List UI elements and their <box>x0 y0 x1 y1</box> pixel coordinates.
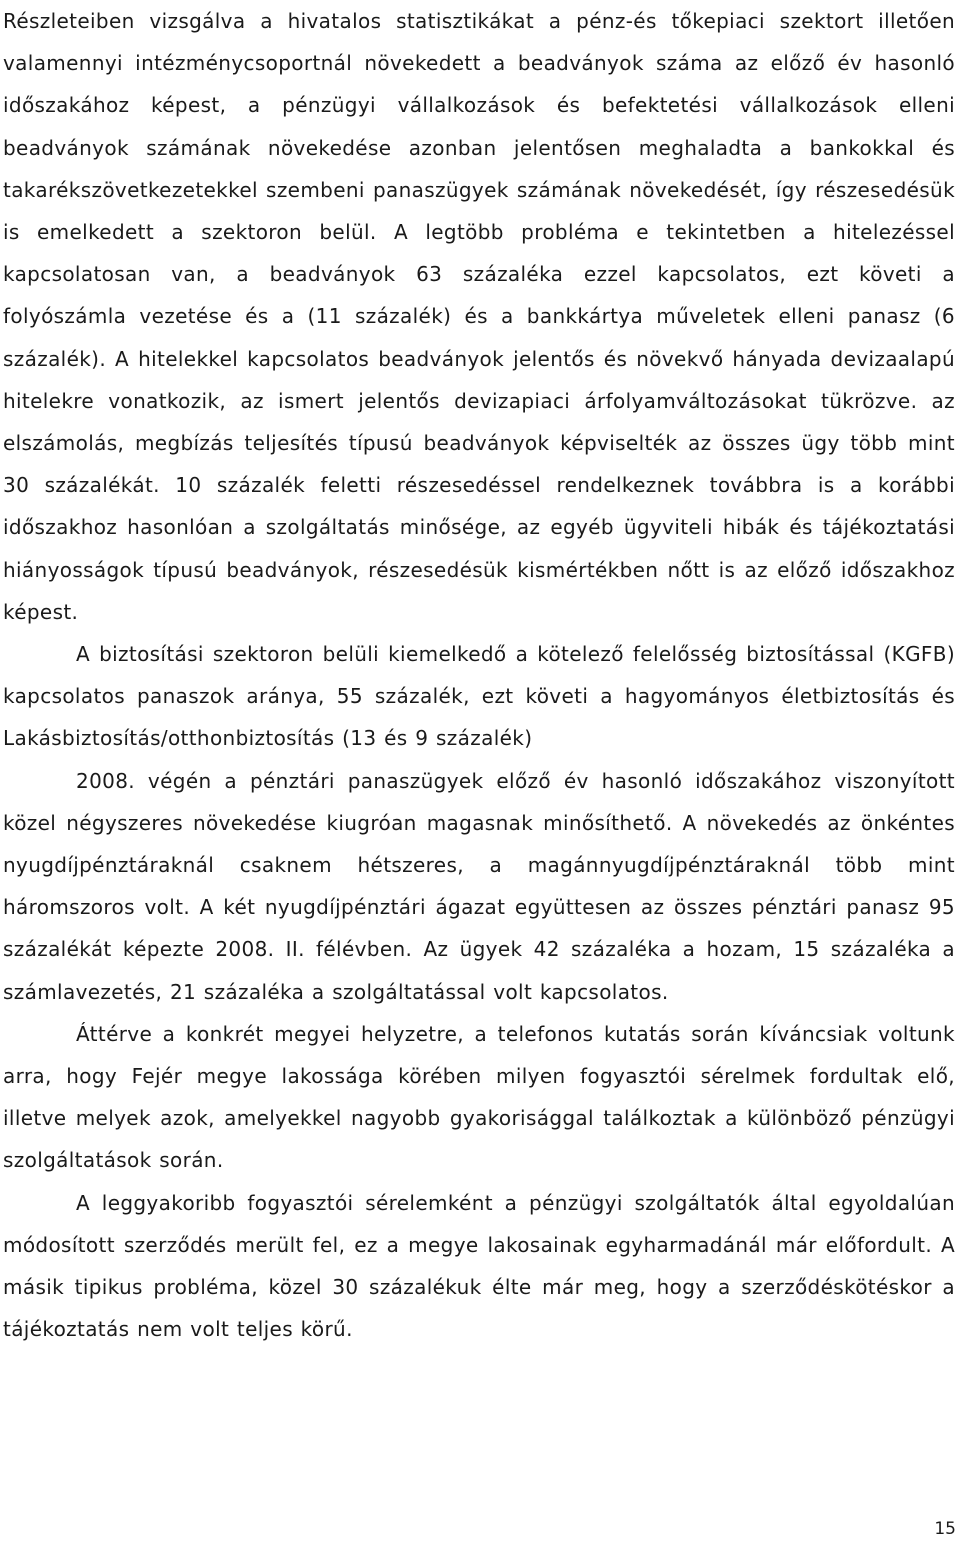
paragraph-consumer-grievances: A leggyakoribb fogyasztói sérelemként a pénzügyi szolgáltatók által egyoldalúan módosított szerződés merült fel, ez a megye lakosainak egyharmadánál már előfordult. A másik tipikus probléma, közel 30 százalékuk élte már meg, hogy a szerződéskötéskor a tájékoztatás nem volt teljes körű. <box>3 1190 955 1342</box>
paragraph-pension-funds: 2008. végén a pénztári panaszügyek előző év hasonló időszakához viszonyított közel négyszeres növekedése kiugróan magasnak minősíthető. A növekedés az önkéntes nyugdíjpénztáraknál csaknem hétszeres, a magánnyugdíjpénztáraknál több mint háromszoros volt. A két nyugdíjpénztári ágazat együttesen az összes pénztári panasz 95 százalékát képezte 2008. II. félévben. Az ügyek 42 százaléka a hozam, 15 százaléka a számlavezetés, 21 százaléka a szolgáltatással volt kapcsolatos. <box>3 768 955 1004</box>
paragraph-insurance-sector: A biztosítási szektoron belüli kiemelkedő a kötelező felelősség biztosítással (KGFB) kapcsolatos panaszok aránya, 55 százalék, ezt követi a hagyományos életbiztosítás és Lakásbiztosítás/otthonbiztosítás (13 és 9 százalék) <box>3 642 955 751</box>
paragraph-financial-sector: Részleteiben vizsgálva a hivatalos statisztikákat a pénz-és tőkepiaci szektort illetően valamennyi intézménycsoportnál növekedett a beadványok száma az előző év hasonló időszakához képest, a pénzügyi vállalkozások és befektetési vállalkozások elleni beadványok számának növekedése azonban jelentősen meghaladta a bankokkal és takarékszövetkezetekkel szembeni panaszügyek számának növekedését, így részesedésük is emelkedett a szektoron belül. A legtöbb probléma e tekintetben a hitelezéssel kapcsolatosan van, a beadványok 63 százaléka ezzel kapcsolatos, ezt követi a folyószámla vezetése és a (11 százalék) és a bankkártya műveletek elleni panasz (6 százalék). A hitelekkel kapcsolatos beadványok jelentős és növekvő hányada devizaalapú hitelekre vonatkozik, az ismert jelentős devizapiaci árfolyamváltozásokat tükrözve. az elszámolás, megbízás teljesítés típusú beadványok képviselték az összes ügy több mint 30 százalékát. 10 százalék feletti részesedéssel rendelkeznek továbbra is a korábbi időszakhoz hasonlóan a szolgáltatás minősége, az egyéb ügyviteli hibák és tájékoztatási hiányosságok típusú beadványok, részesedésük kismértékben nőtt is az előző időszakhoz képest. <box>3 9 955 624</box>
paragraph-county-situation: Áttérve a konkrét megyei helyzetre, a telefonos kutatás során kíváncsiak voltunk arra, hogy Fejér megye lakossága körében milyen fogyasztói sérelmek fordultak elő, illetve melyek azok, amelyekkel nagyobb gyakorisággal találkoztak a különböző pénzügyi szolgáltatások során. <box>3 1021 955 1173</box>
document-body <box>3 0 955 1351</box>
page-number: 15 <box>934 1519 956 1539</box>
